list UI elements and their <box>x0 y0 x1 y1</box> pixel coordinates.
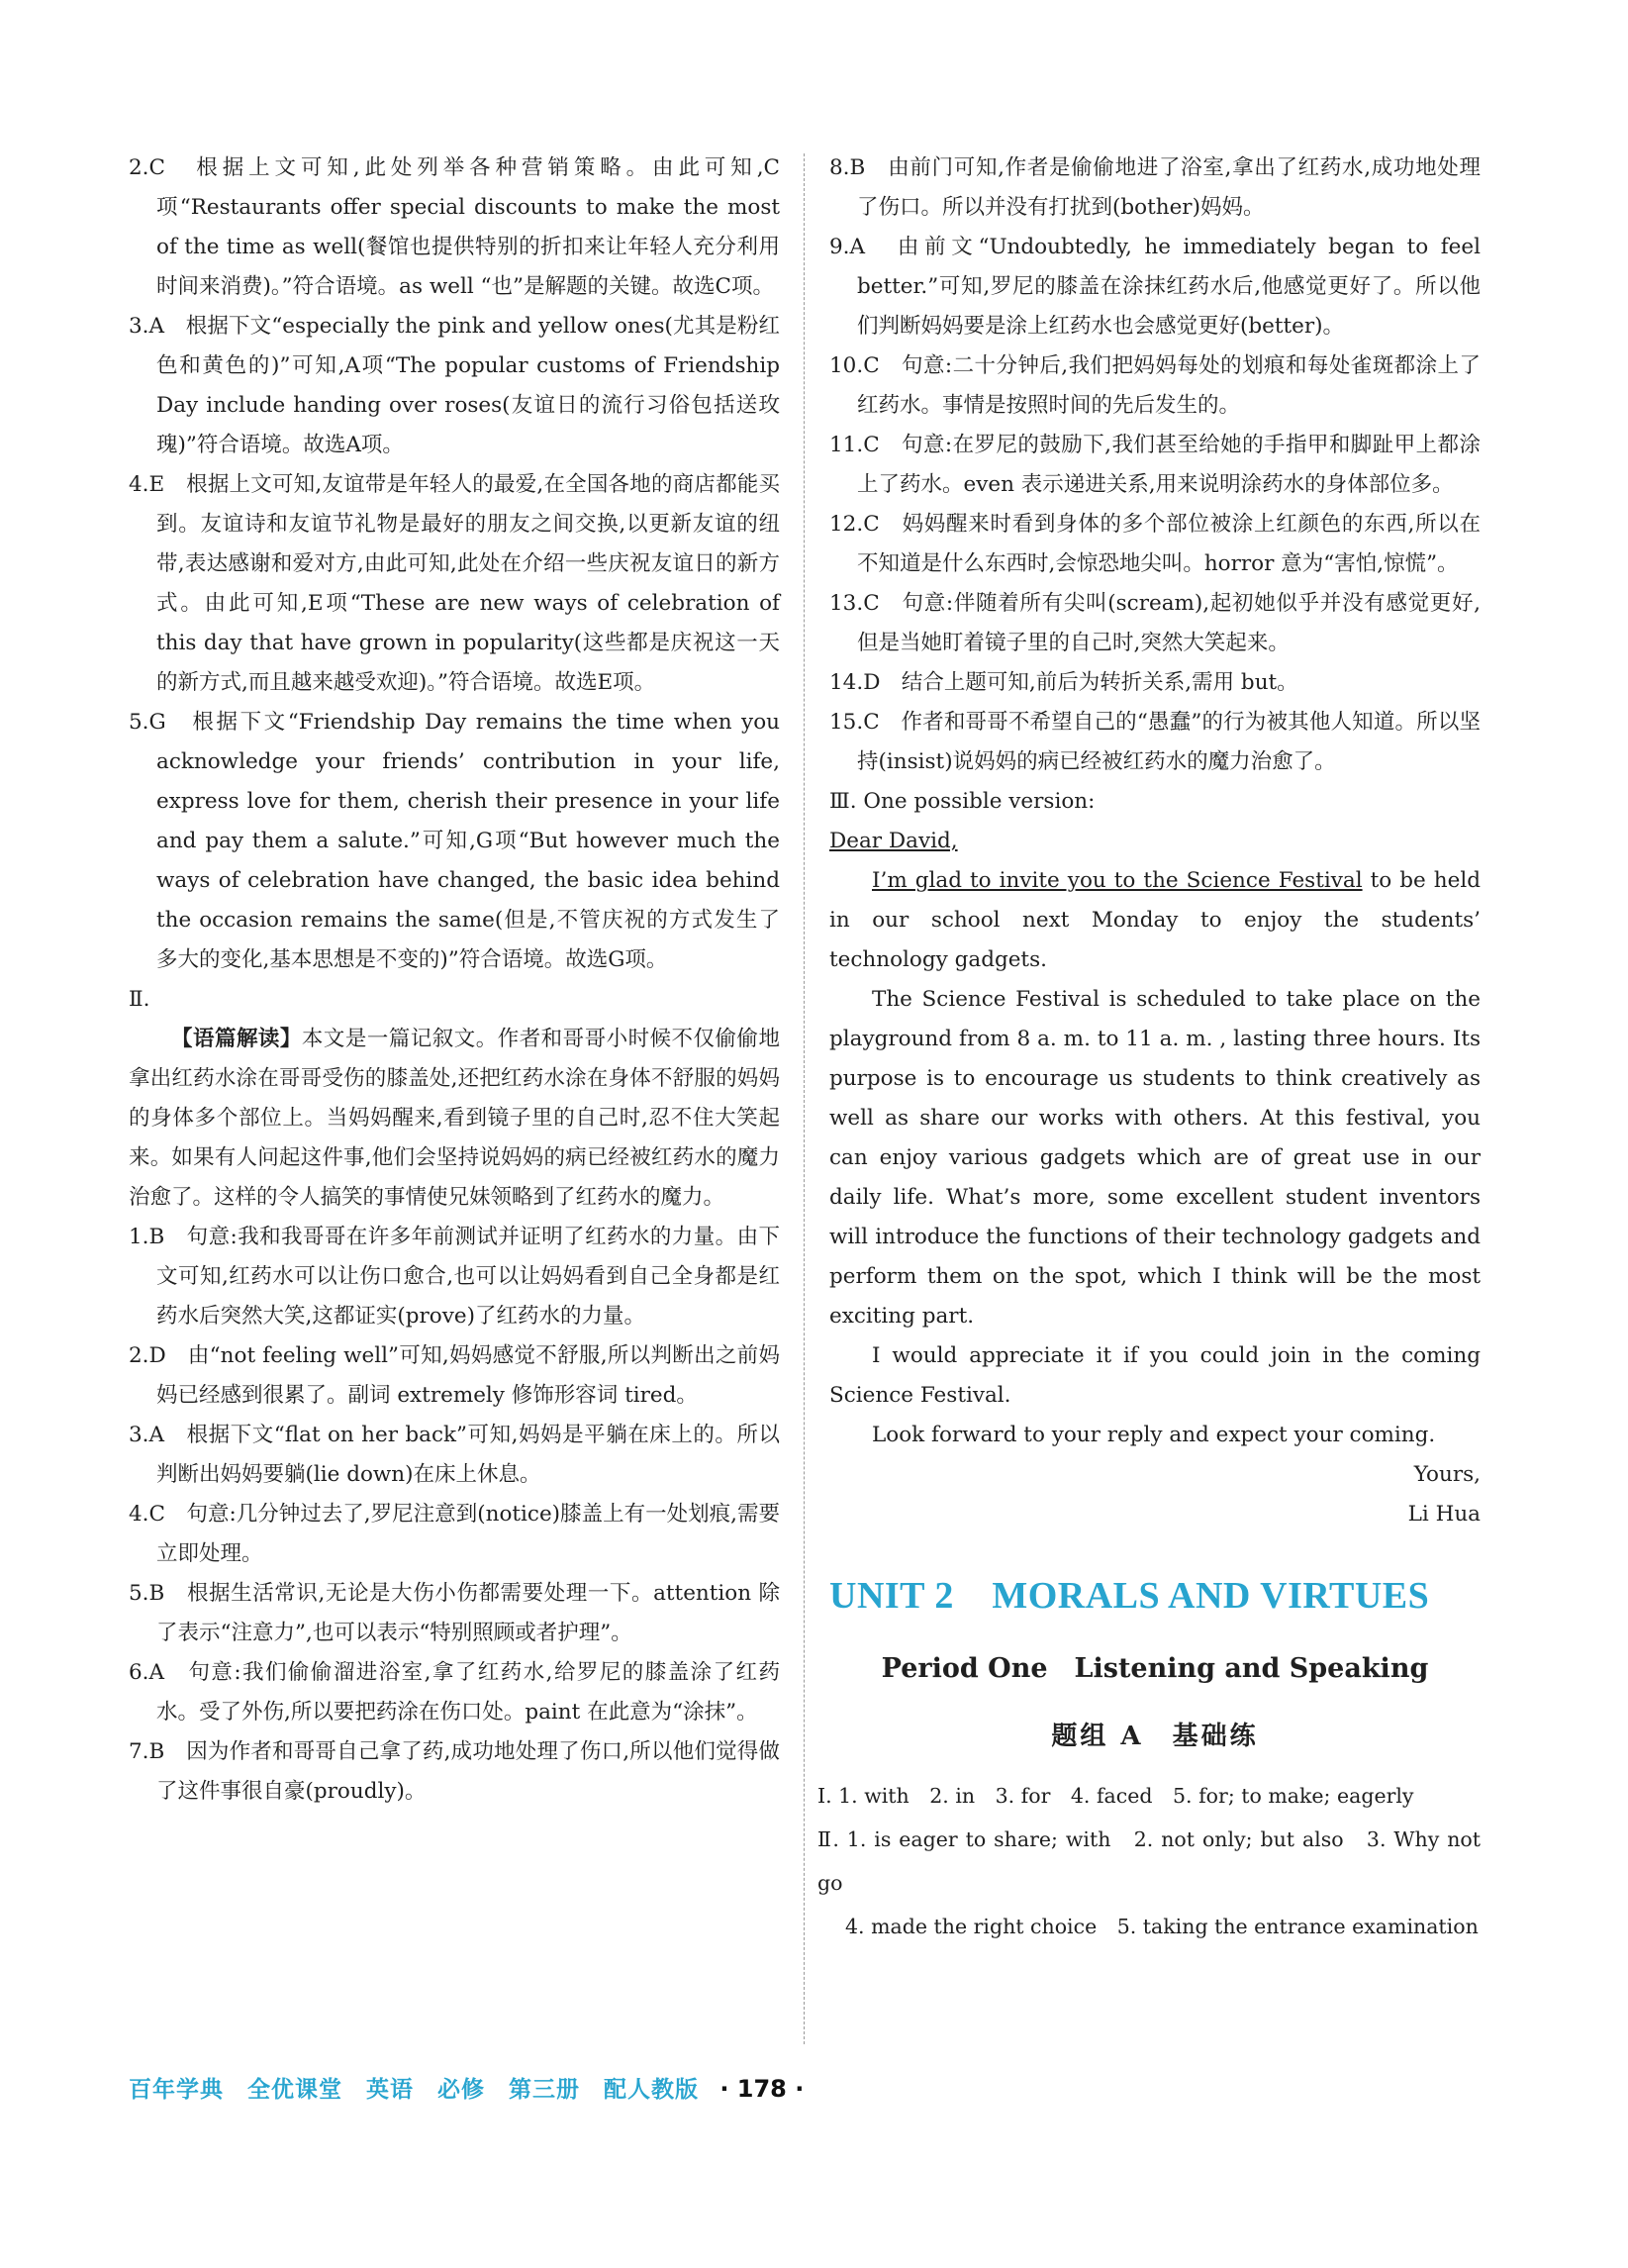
cloze-item-10C: 10.C 句意:二十分钟后,我们把妈妈每处的划痕和每处雀斑都涂上了红药水。事情是按照时间的先后发生的。 <box>829 353 1481 418</box>
unit-title: UNIT 2 MORALS AND VIRTUES <box>829 1575 1430 1617</box>
answer-item-5G: 5.G 根据下文“Friendship Day remains the time when you acknowledge your friends’ contribution in your life, express love for them, cherish their presence in your life and pay them a salute.”可知,G项“But however much the ways of celebration have changed, the basic idea behind the occasion remains the same(但是,不管庆祝的方式发生了多大的变化,基本思想是不变的)”符合语境。故选G项。 <box>129 710 780 972</box>
section-iii-heading: Ⅲ. One possible version: <box>829 789 1096 814</box>
letter-paragraph-4: Look forward to your reply and expect your coming. <box>872 1423 1436 1447</box>
letter-opening-underlined: I’m glad to invite you to the Science Festival <box>872 868 1363 893</box>
cloze-item-1B: 1.B 句意:我和我哥哥在许多年前测试并证明了红药水的力量。由下文可知,红药水可以让伤口愈合,也可以让妈妈看到自己全身都是红药水后突然大笑,这都证实(prove)了红药水的力量。 <box>129 1225 780 1329</box>
section-ii-heading: Ⅱ. <box>129 987 150 1012</box>
passage-analysis <box>129 1020 780 1218</box>
cloze-item-15C: 15.C 作者和哥哥不希望自己的“愚蠢”的行为被其他人知道。所以坚持(insist)说妈妈的病已经被红药水的魔力治愈了。 <box>829 710 1481 774</box>
cloze-item-5B: 5.B 根据生活常识,无论是大伤小伤都需要处理一下。attention 除了表示“注意力”,也可以表示“特别照顾或者护理”。 <box>129 1581 780 1645</box>
page-number: · 178 · <box>719 2075 805 2103</box>
cloze-item-12C: 12.C 妈妈醒来时看到身体的多个部位被涂上红颜色的东西,所以在不知道是什么东西时,会惊恐地尖叫。horror 意为“害怕,惊慌”。 <box>829 512 1481 576</box>
cloze-item-13C: 13.C 句意:伴随着所有尖叫(scream),起初她似乎并没有感觉更好,但是当她盯着镜子里的自己时,突然大笑起来。 <box>829 591 1481 655</box>
cloze-item-3A: 3.A 根据下文“flat on her back”可知,妈妈是平躺在床上的。所以判断出妈妈要躺(lie down)在床上休息。 <box>129 1423 780 1487</box>
letter-opening-rest: to be held in our school next Monday to enjoy the students’ technology gadgets. <box>829 868 1481 972</box>
cloze-item-7B: 7.B 因为作者和哥哥自己拿了药,成功地处理了伤口,所以他们觉得做了这件事很自豪(proudly)。 <box>129 1739 780 1804</box>
answer-line-3: 4. made the right choice 5. taking the entrance examination <box>845 1915 1479 1938</box>
cloze-item-11C: 11.C 句意:在罗尼的鼓励下,我们甚至给她的手指甲和脚趾甲上都涂上了药水。even 表示递进关系,用来说明涂药水的身体部位多。 <box>829 433 1481 497</box>
left-column <box>129 148 780 1812</box>
answer-line-2: Ⅱ. 1. is eager to share; with 2. not only; but also 3. Why not go <box>817 1827 1481 1895</box>
passage-analysis-label: 【语篇解读】 <box>171 1027 302 1051</box>
answer-line-1: Ⅰ. 1. with 2. in 3. for 4. faced 5. for; to make; eagerly <box>817 1784 1414 1808</box>
period-title: Period One Listening and Speaking <box>881 1653 1429 1684</box>
right-column <box>817 148 1481 1948</box>
letter-greeting: Dear David, <box>829 829 958 853</box>
letter-paragraph-3: I would appreciate it if you could join in the coming Science Festival. <box>829 1343 1481 1408</box>
passage-analysis-text: 本文是一篇记叙文。作者和哥哥小时候不仅偷偷地拿出红药水涂在哥哥受伤的膝盖处,还把红药水涂在身体不舒服的妈妈的身体多个部位上。当妈妈醒来,看到镜子里的自己时,忍不住大笑起来。如果有人问起这件事,他们会坚持说妈妈的病已经被红药水的魔力治愈了。这样的令人搞笑的事情使兄妹领略到了红药水的魔力。 <box>129 1027 780 1210</box>
letter-closing: Yours, <box>1413 1462 1481 1487</box>
answer-item-2C: 2.C 根据上文可知,此处列举各种营销策略。由此可知,C项“Restaurants offer special discounts to make the most of the time as well(餐馆也提供特别的折扣来让年轻人充分利用时间来消费)。”符合语境。as well “也”是解题的关键。故选C项。 <box>129 155 780 299</box>
cloze-item-6A: 6.A 句意:我们偷偷溜进浴室,拿了红药水,给罗尼的膝盖涂了红药水。受了外伤,所以要把药涂在伤口处。paint 在此意为“涂抹”。 <box>129 1660 780 1725</box>
answer-key <box>817 1774 1481 1948</box>
answer-item-3A: 3.A 根据下文“especially the pink and yellow ones(尤其是粉红色和黄色的)”可知,A项“The popular customs of Friendship Day include handing over roses(友谊日的流行习俗包括送玫瑰)”符合语境。故选A项。 <box>129 314 780 457</box>
footer-book-title: 百年学典 全优课堂 英语 必修 第三册 配人教版 <box>129 2077 699 2103</box>
answer-item-4E: 4.E 根据上文可知,友谊带是年轻人的最爱,在全国各地的商店都能买到。友谊诗和友谊节礼物是最好的朋友之间交换,以更新友谊的纽带,表达感谢和爱对方,由此可知,此处在介绍一些庆祝友谊日的新方式。由此可知,E项“These are new ways of celebration of this day that have grown in popularity(这些都是庆祝这一天的新方式,而且越来越受欢迎)。”符合语境。故选E项。 <box>129 472 780 695</box>
letter-paragraph-2: The Science Festival is scheduled to take place on the playground from 8 a. m. to 11 a. m. , lasting three hours. Its purpose is to encourage us students to think creatively as well as share our works with others. At this festival, you can enjoy various gadgets which are of great use in our daily life. What’s more, some excellent student inventors will introduce the functions of their technology gadgets and perform them on the spot, which I think will be the most exciting part. <box>829 987 1481 1329</box>
letter-paragraph-1 <box>829 861 1481 980</box>
cloze-item-9A: 9.A 由前文“Undoubtedly, he immediately began to feel better.”可知,罗尼的膝盖在涂抹红药水后,他感觉更好了。所以他们判断妈妈要是涂上红药水也会感觉更好(better)。 <box>829 235 1481 339</box>
cloze-item-14D: 14.D 结合上题可知,前后为转折关系,需用 but。 <box>829 670 1298 695</box>
column-divider <box>804 153 805 2044</box>
cloze-item-4C: 4.C 句意:几分钟过去了,罗尼注意到(notice)膝盖上有一处划痕,需要立即处理。 <box>129 1502 780 1566</box>
page-footer <box>129 2069 804 2109</box>
letter-signature: Li Hua <box>1407 1502 1481 1527</box>
cloze-item-2D: 2.D 由“not feeling well”可知,妈妈感觉不舒服,所以判断出之前妈妈已经感到很累了。副词 extremely 修饰形容词 tired。 <box>129 1343 780 1408</box>
exercise-group-title: 题组 A 基础练 <box>1051 1722 1259 1751</box>
cloze-item-8B: 8.B 由前门可知,作者是偷偷地进了浴室,拿出了红药水,成功地处理了伤口。所以并没有打扰到(bother)妈妈。 <box>829 155 1481 220</box>
